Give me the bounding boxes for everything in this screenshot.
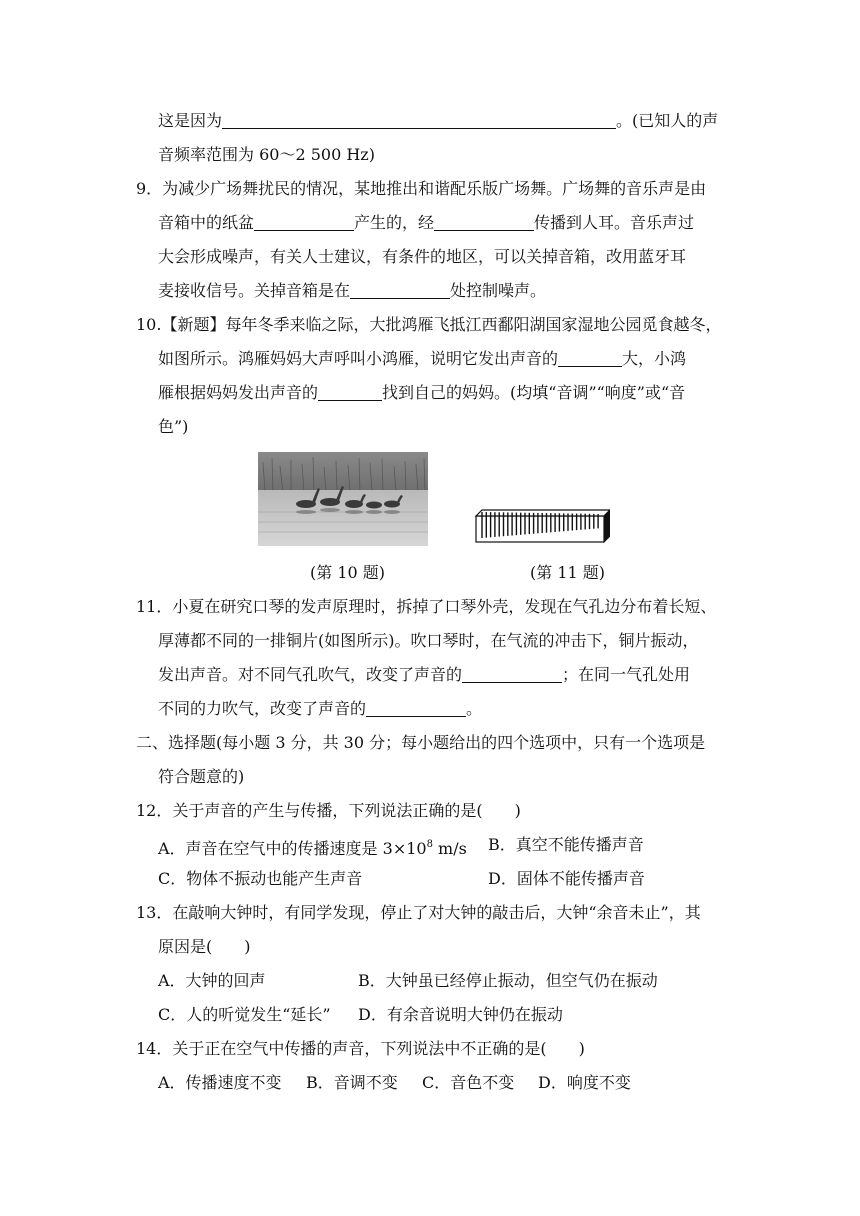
answer-blank[interactable] [366, 699, 466, 717]
q10-line-1: 10.【新题】每年冬季来临之际，大批鸿雁飞抵江西鄱阳湖国家湿地公园觅食越冬， [136, 315, 722, 334]
q12-stem: 12．关于声音的产生与传播，下列说法正确的是( ) [136, 801, 521, 820]
section-2-heading-cont: 符合题意的) [158, 767, 245, 786]
q13-option-b[interactable]: B．大钟虽已经停止振动，但空气仍在振动 [358, 971, 658, 990]
answer-blank[interactable] [558, 349, 622, 367]
q9-line-3: 大会形成噪声，有关人士建议，有条件的地区，可以关掉音箱，改用蓝牙耳 [158, 247, 687, 266]
q10-line-3: 雁根据妈妈发出声音的 找到自己的妈妈。(均填“音调”“响度”或“音 [158, 383, 686, 402]
answer-blank[interactable] [462, 665, 562, 683]
q9-line-2: 音箱中的纸盆 产生的，经 传播到人耳。音乐声过 [158, 213, 695, 232]
figure-10-caption: (第 10 题) [310, 563, 386, 582]
q13-option-d[interactable]: D．有余音说明大钟仍在振动 [358, 1005, 563, 1024]
answer-blank[interactable] [254, 213, 354, 231]
section-2-heading: 二、选择题(每小题 3 分，共 30 分；每小题给出的四个选项中，只有一个选项是 [136, 733, 706, 752]
q8-line-1: 这是因为 。(已知人的声 [158, 111, 719, 130]
geese-photo [258, 452, 428, 546]
q12-option-d[interactable]: D．固体不能传播声音 [488, 869, 645, 888]
q13-option-c[interactable]: C．人的听觉发生“延长” [158, 1005, 331, 1024]
figure-11-caption: (第 11 题) [530, 563, 606, 582]
q11-line-3: 发出声音。对不同气孔吹气，改变了声音的 ；在同一气孔处用 [158, 665, 691, 684]
q14-stem: 14．关于正在空气中传播的声音，下列说法中不正确的是( ) [136, 1039, 585, 1058]
q11-line-1: 11．小夏在研究口琴的发声原理时，拆掉了口琴外壳，发现在气孔边分布着长短、 [136, 597, 717, 616]
q13-line-1: 13．在敲响大钟时，有同学发现，停止了对大钟的敲击后，大钟“余音未止”，其 [136, 903, 701, 922]
q13-option-a[interactable]: A．大钟的回声 [158, 971, 266, 990]
q14-option-b[interactable]: B．音调不变 [306, 1073, 398, 1092]
q14-option-a[interactable]: A．传播速度不变 [158, 1073, 282, 1092]
q9-line-1: 9．为减少广场舞扰民的情况，某地推出和谐配乐版广场舞。广场舞的音乐声是由 [136, 179, 707, 198]
q10-line-4: 色”) [158, 417, 189, 436]
q12-option-c[interactable]: C．物体不振动也能产生声音 [158, 869, 363, 888]
q13-line-2: 原因是( ) [158, 937, 251, 956]
q11-line-4: 不同的力吹气，改变了声音的 。 [158, 699, 483, 718]
answer-blank[interactable] [434, 213, 534, 231]
q11-line-2: 厚薄都不同的一排铜片(如图所示)。吹口琴时，在气流的冲击下，铜片振动， [158, 631, 699, 650]
harmonica-reeds-diagram [472, 508, 610, 550]
answer-blank[interactable] [318, 383, 382, 401]
q12-option-b[interactable]: B．真空不能传播声音 [488, 835, 644, 854]
q12-option-a[interactable]: A．声音在空气中的传播速度是 $3\times 10^8$ m/s [158, 839, 467, 858]
q10-line-2: 如图所示。鸿雁妈妈大声呼叫小鸿雁，说明它发出声音的 大，小鸿 [158, 349, 687, 368]
answer-blank[interactable] [222, 111, 616, 129]
answer-blank[interactable] [350, 281, 450, 299]
q14-option-c[interactable]: C．音色不变 [422, 1073, 515, 1092]
q14-option-d[interactable]: D．响度不变 [538, 1073, 631, 1092]
q8-line-2: 音频率范围为 60～2 500 Hz) [158, 145, 375, 164]
q9-line-4: 麦接收信号。关掉音箱是在 处控制噪声。 [158, 281, 547, 300]
